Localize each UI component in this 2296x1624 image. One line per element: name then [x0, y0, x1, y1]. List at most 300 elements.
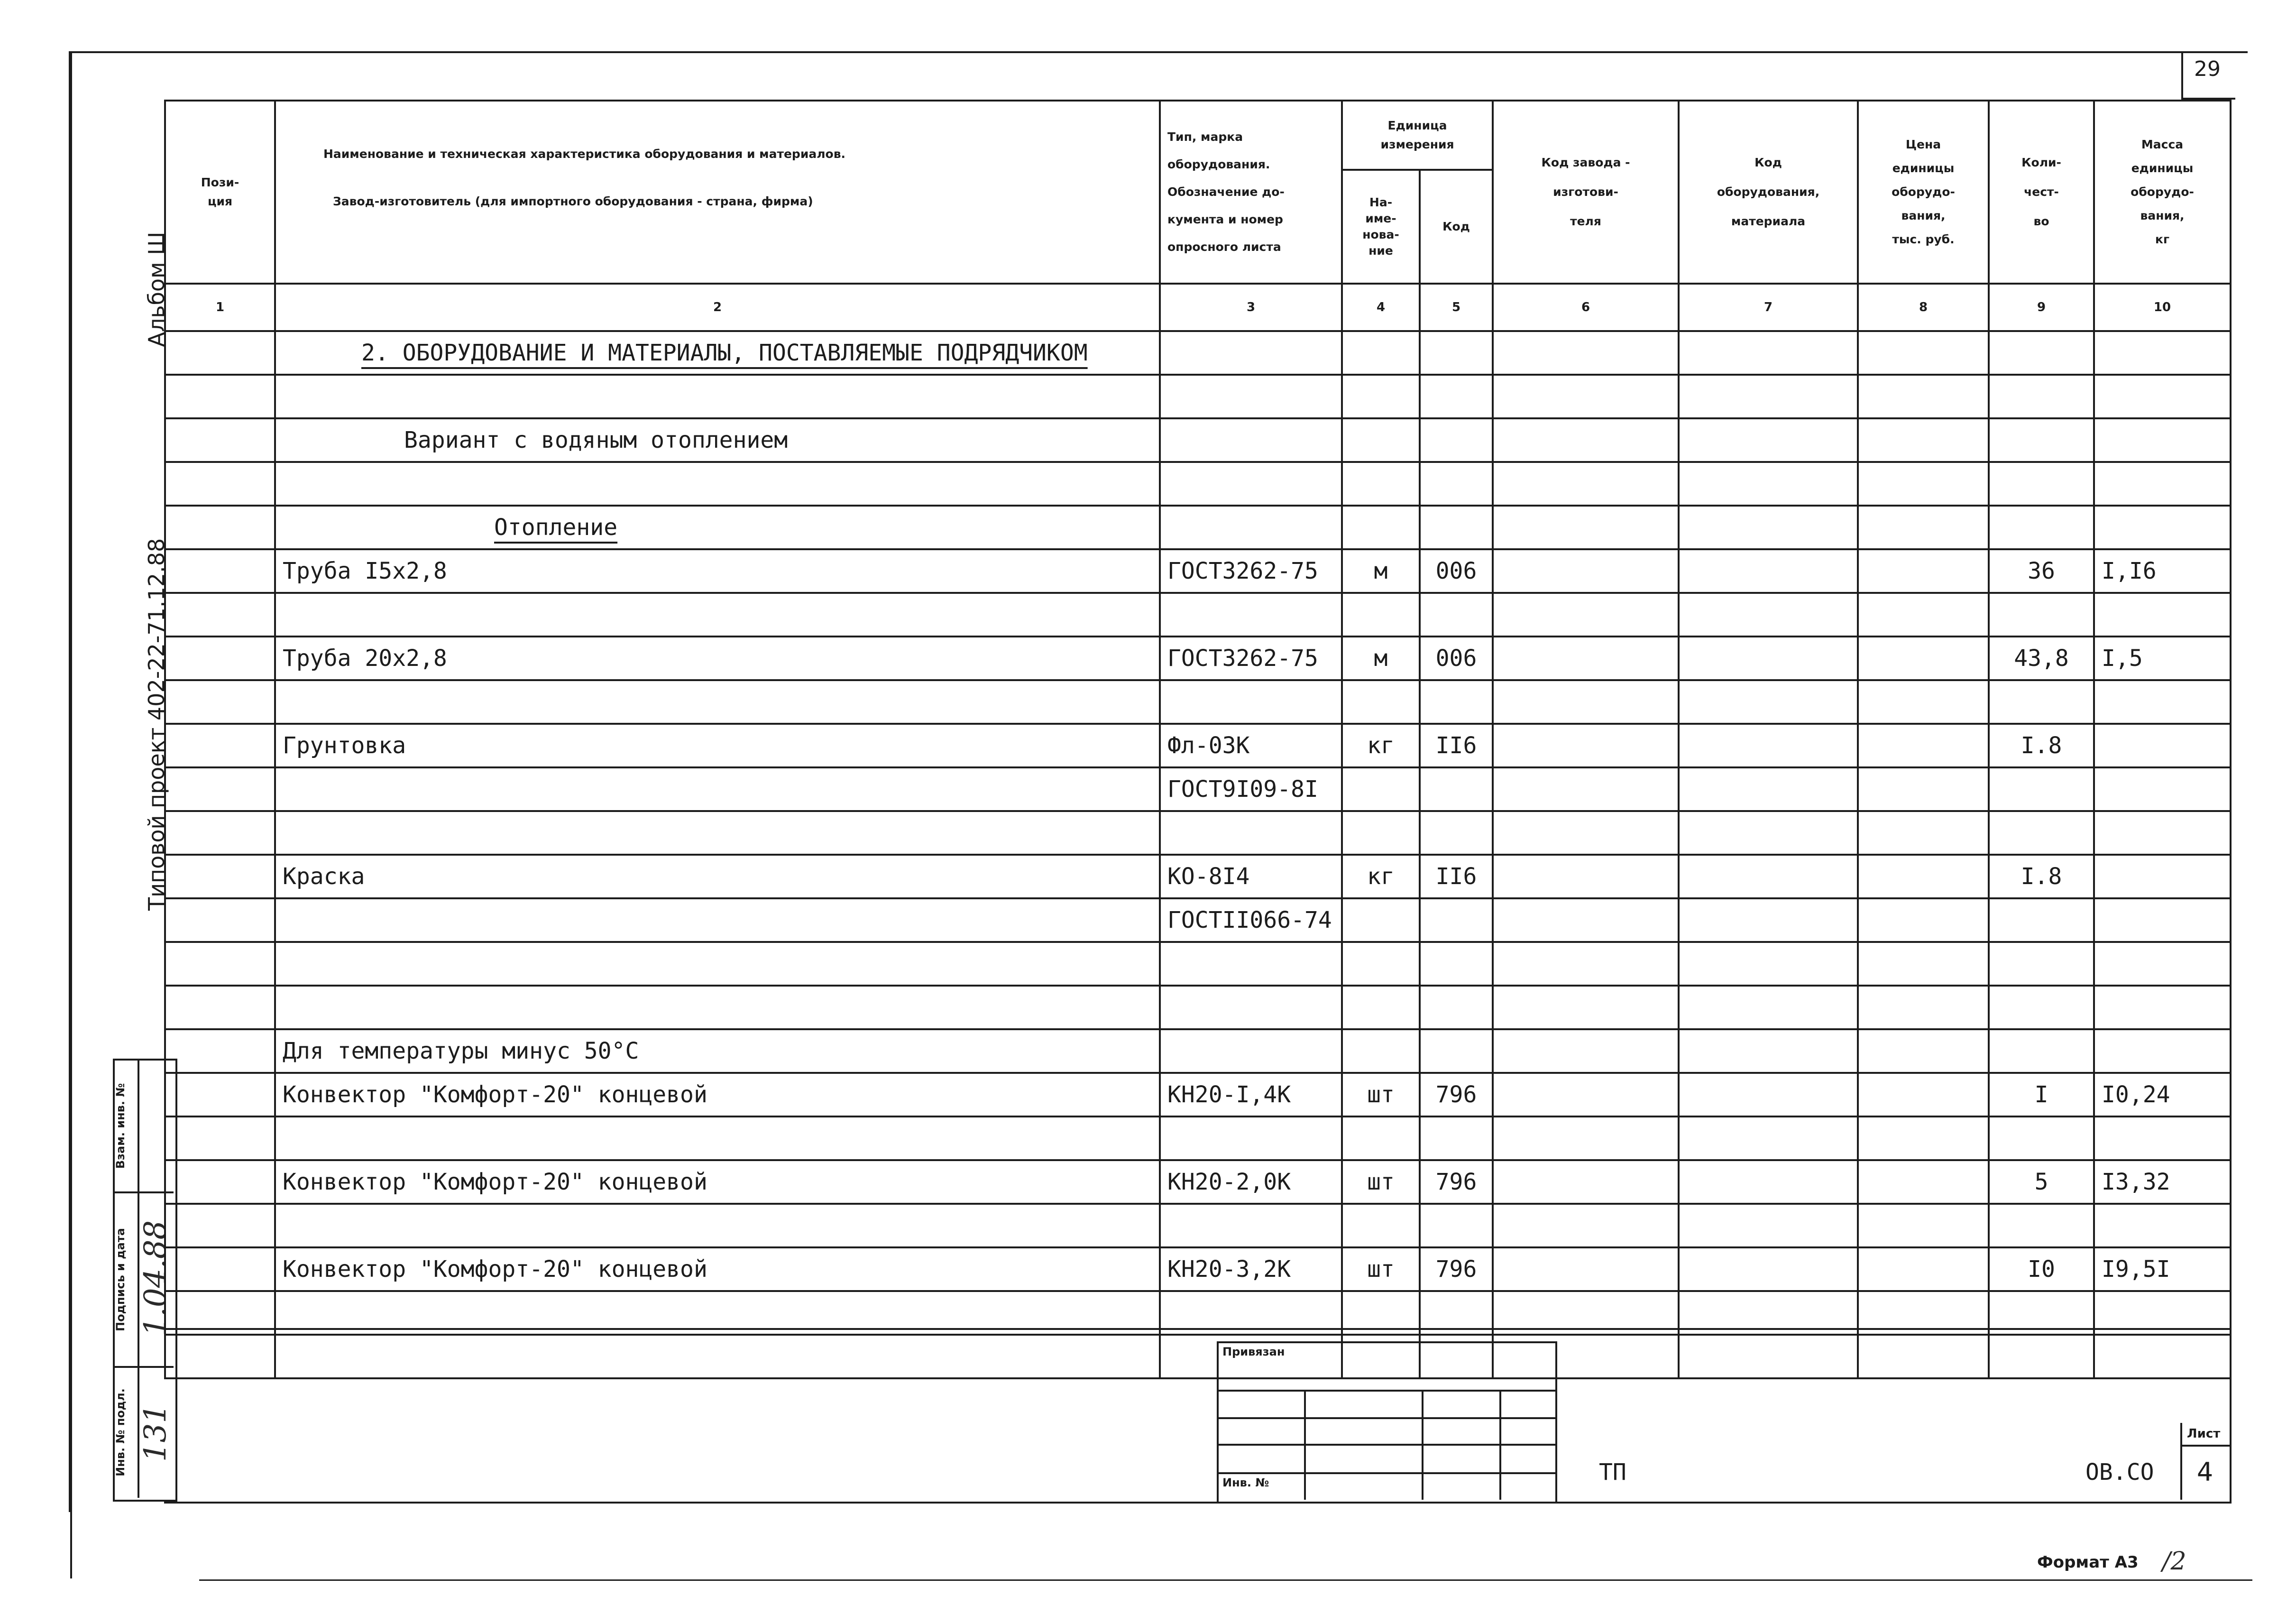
- cell-name: [275, 418, 1160, 462]
- cell-position: [165, 1160, 275, 1204]
- stamp-inv-original-value: 131: [138, 1403, 173, 1462]
- cell-type: [1160, 855, 1342, 898]
- cell-name: [275, 855, 1160, 898]
- cell-quantity-text: I0: [2028, 1256, 2055, 1283]
- cell-name-text: Отопление: [494, 514, 618, 541]
- cell-equipment-code: [1679, 724, 1858, 767]
- cell-type: [1160, 724, 1342, 767]
- cell-unit: [1342, 986, 1420, 1029]
- cell-unit: [1342, 1160, 1420, 1204]
- cell-type-text: ГОСТ3262-75: [1167, 645, 1318, 672]
- album-label: Альбом Ш: [144, 231, 169, 347]
- cell-price: [1858, 331, 1989, 375]
- outer-bottom-rule: [199, 1579, 2252, 1581]
- outer-left-margin-line: [70, 51, 72, 1578]
- cell-factory-code: [1493, 898, 1679, 942]
- cell-position: [165, 1204, 275, 1247]
- cell-mass: [2094, 1160, 2231, 1204]
- header-quantity: Коли- чест- во: [1989, 101, 2094, 284]
- cell-type: [1160, 1116, 1342, 1160]
- cell-quantity: [1989, 1073, 2094, 1116]
- table-row: [165, 898, 2231, 942]
- cell-factory-code: [1493, 1247, 1679, 1291]
- cell-mass: [2094, 898, 2231, 942]
- cell-mass: [2094, 942, 2231, 986]
- cell-position: [165, 942, 275, 986]
- inv-no-label: Инв. №: [1222, 1476, 1269, 1489]
- cell-unit-code: [1420, 593, 1493, 637]
- cell-unit-text: м: [1374, 558, 1388, 584]
- cell-equipment-code: [1679, 1029, 1858, 1073]
- table-row: [165, 811, 2231, 855]
- cell-name-text: Для температуры минус 50°С: [283, 1038, 639, 1064]
- cell-quantity: [1989, 898, 2094, 942]
- cell-factory-code: [1493, 680, 1679, 724]
- linked-sep-1: [1217, 1390, 1555, 1392]
- cell-price: [1858, 811, 1989, 855]
- cell-quantity: [1989, 942, 2094, 986]
- cell-name: [275, 811, 1160, 855]
- column-number-1: 1: [165, 284, 275, 331]
- cell-mass: [2094, 593, 2231, 637]
- column-number-9: 9: [1989, 284, 2094, 331]
- cell-quantity-text: I.8: [2020, 732, 2062, 759]
- cell-type: [1160, 375, 1342, 418]
- cell-unit: [1342, 811, 1420, 855]
- cell-mass: [2094, 855, 2231, 898]
- cell-quantity: [1989, 811, 2094, 855]
- cell-type-text: КН20-2,0К: [1167, 1169, 1291, 1195]
- cell-equipment-code: [1679, 375, 1858, 418]
- cell-mass-text: I0,24: [2102, 1081, 2170, 1108]
- cell-type: [1160, 549, 1342, 593]
- cell-quantity: [1989, 724, 2094, 767]
- cell-price: [1858, 418, 1989, 462]
- cell-name-text: Конвектор "Комфорт-20" концевой: [283, 1256, 707, 1283]
- table-row: [165, 331, 2231, 375]
- cell-name: [275, 724, 1160, 767]
- cell-quantity-text: I.8: [2020, 863, 2062, 890]
- cell-equipment-code: [1679, 898, 1858, 942]
- cell-type: [1160, 637, 1342, 680]
- table-row: [165, 418, 2231, 462]
- cell-equipment-code: [1679, 1116, 1858, 1160]
- cell-unit-code: [1420, 418, 1493, 462]
- cell-position: [165, 724, 275, 767]
- cell-position: [165, 331, 275, 375]
- cell-name: [275, 1247, 1160, 1291]
- cell-quantity: [1989, 331, 2094, 375]
- cell-unit: [1342, 898, 1420, 942]
- cell-factory-code: [1493, 1160, 1679, 1204]
- cell-unit: [1342, 1204, 1420, 1247]
- cell-unit-code: [1420, 549, 1493, 593]
- table-row: [165, 1073, 2231, 1116]
- stamp-exchange-inv-label: Взам. инв. №: [114, 1083, 127, 1169]
- cell-name: [275, 898, 1160, 942]
- cell-unit-code-text: 006: [1435, 645, 1477, 672]
- cell-unit: [1342, 462, 1420, 506]
- cell-unit-text: кг: [1367, 732, 1395, 759]
- linked-sep-4: [1217, 1472, 1555, 1474]
- cell-equipment-code: [1679, 1073, 1858, 1116]
- cell-factory-code: [1493, 593, 1679, 637]
- cell-mass: [2094, 637, 2231, 680]
- cell-unit-code: [1420, 811, 1493, 855]
- cell-equipment-code: [1679, 680, 1858, 724]
- cell-unit: [1342, 855, 1420, 898]
- cell-unit-code: [1420, 1247, 1493, 1291]
- cell-unit-code: [1420, 506, 1493, 549]
- linked-vsep-2: [1422, 1390, 1424, 1500]
- cell-mass: [2094, 1204, 2231, 1247]
- table-row: [165, 549, 2231, 593]
- cell-equipment-code: [1679, 418, 1858, 462]
- cell-mass: [2094, 680, 2231, 724]
- cell-factory-code: [1493, 637, 1679, 680]
- cell-factory-code: [1493, 811, 1679, 855]
- cell-equipment-code: [1679, 1204, 1858, 1247]
- header-mass: Масса единицы оборудо- вания, кг: [2094, 101, 2231, 284]
- cell-unit-code: [1420, 331, 1493, 375]
- cell-price: [1858, 942, 1989, 986]
- cell-price: [1858, 855, 1989, 898]
- cell-name: [275, 549, 1160, 593]
- cell-factory-code: [1493, 1116, 1679, 1160]
- sheet-label: Лист: [2187, 1427, 2221, 1441]
- cell-unit: [1342, 549, 1420, 593]
- table-row: [165, 637, 2231, 680]
- table-header: [165, 101, 2231, 331]
- cell-equipment-code: [1679, 1160, 1858, 1204]
- cell-unit-code: [1420, 462, 1493, 506]
- cell-unit: [1342, 506, 1420, 549]
- cell-name: [275, 986, 1160, 1029]
- cell-name-text: Труба 20х2,8: [283, 645, 447, 672]
- cell-price: [1858, 1029, 1989, 1073]
- table-row: [165, 462, 2231, 506]
- cell-quantity: [1989, 375, 2094, 418]
- cell-mass: [2094, 1116, 2231, 1160]
- cell-name: [275, 331, 1160, 375]
- cell-name: [275, 1073, 1160, 1116]
- cell-equipment-code: [1679, 1247, 1858, 1291]
- cell-quantity-text: 43,8: [2014, 645, 2069, 672]
- cell-name: [275, 680, 1160, 724]
- cell-price: [1858, 767, 1989, 811]
- cell-mass: [2094, 549, 2231, 593]
- cell-name-text: Краска: [283, 863, 365, 890]
- stamp-sign-date-label: Подпись и дата: [114, 1228, 127, 1331]
- cell-type: [1160, 593, 1342, 637]
- cell-equipment-code: [1679, 855, 1858, 898]
- cell-type: [1160, 1160, 1342, 1204]
- table-row: [165, 1029, 2231, 1073]
- title-block: [164, 1328, 2232, 1504]
- cell-mass: [2094, 1029, 2231, 1073]
- cell-position: [165, 811, 275, 855]
- cell-position: [165, 855, 275, 898]
- table-row: [165, 986, 2231, 1029]
- cell-unit-text: шт: [1367, 1169, 1395, 1195]
- cell-type: [1160, 462, 1342, 506]
- cell-position: [165, 1073, 275, 1116]
- table-row: [165, 767, 2231, 811]
- cell-unit: [1342, 331, 1420, 375]
- cell-position: [165, 1029, 275, 1073]
- cell-mass: [2094, 331, 2231, 375]
- cell-mass: [2094, 767, 2231, 811]
- cell-name: [275, 1160, 1160, 1204]
- cell-unit: [1342, 1029, 1420, 1073]
- cell-unit: [1342, 418, 1420, 462]
- cell-price: [1858, 1073, 1989, 1116]
- cell-unit-code-text: 796: [1435, 1081, 1477, 1108]
- cell-name-text: Конвектор "Комфорт-20" концевой: [283, 1169, 707, 1195]
- cell-unit-text: кг: [1367, 863, 1395, 890]
- cell-quantity: [1989, 1116, 2094, 1160]
- cell-quantity-text: I: [2034, 1081, 2048, 1108]
- cell-mass: [2094, 811, 2231, 855]
- cell-mass: [2094, 375, 2231, 418]
- cell-unit: [1342, 593, 1420, 637]
- linked-sep-3: [1217, 1444, 1555, 1446]
- cell-mass-text: I,I6: [2102, 558, 2157, 584]
- cell-unit-code: [1420, 898, 1493, 942]
- cell-unit: [1342, 637, 1420, 680]
- header-equipment-code: Код оборудования, материала: [1679, 101, 1858, 284]
- cell-name: [275, 1116, 1160, 1160]
- cell-unit-text: шт: [1367, 1081, 1395, 1108]
- cell-unit-code: [1420, 767, 1493, 811]
- cell-mass: [2094, 1247, 2231, 1291]
- column-number-5: 5: [1420, 284, 1493, 331]
- cell-equipment-code: [1679, 593, 1858, 637]
- cell-name-text: Вариант с водяным отоплением: [404, 427, 788, 453]
- cell-unit-code: [1420, 680, 1493, 724]
- cell-type-text: КН20-3,2К: [1167, 1256, 1291, 1283]
- cell-mass: [2094, 462, 2231, 506]
- cell-unit-code: [1420, 724, 1493, 767]
- cell-type-text: Фл-03К: [1167, 732, 1250, 759]
- cell-price: [1858, 1116, 1989, 1160]
- stamp-sign-date-value: 1.04.88: [138, 1220, 173, 1337]
- column-number-4: 4: [1342, 284, 1420, 331]
- cell-quantity: [1989, 855, 2094, 898]
- stamp-inv-original-label: Инв. № подл.: [114, 1388, 127, 1476]
- column-number-8: 8: [1858, 284, 1989, 331]
- cell-factory-code: [1493, 942, 1679, 986]
- table-row: [165, 375, 2231, 418]
- sheet-number: 4: [2196, 1457, 2213, 1487]
- cell-position: [165, 898, 275, 942]
- cell-unit: [1342, 680, 1420, 724]
- cell-type: [1160, 1204, 1342, 1247]
- cell-price: [1858, 375, 1989, 418]
- cell-equipment-code: [1679, 506, 1858, 549]
- cell-type-text: ГОСТII066-74: [1167, 907, 1332, 933]
- project-label: Типовой проект 402-22-71.12.88: [144, 538, 169, 911]
- cell-equipment-code: [1679, 986, 1858, 1029]
- cell-unit-code: [1420, 1204, 1493, 1247]
- cell-price: [1858, 724, 1989, 767]
- header-unit-name: На- име- нова- ние: [1342, 170, 1420, 284]
- table-row: [165, 593, 2231, 637]
- cell-unit: [1342, 1116, 1420, 1160]
- cell-position: [165, 637, 275, 680]
- cell-factory-code: [1493, 462, 1679, 506]
- header-name: [275, 101, 1160, 284]
- cell-equipment-code: [1679, 637, 1858, 680]
- cell-unit: [1342, 942, 1420, 986]
- cell-price: [1858, 549, 1989, 593]
- column-number-row: [165, 284, 2231, 331]
- cell-factory-code: [1493, 549, 1679, 593]
- cell-quantity: [1989, 680, 2094, 724]
- cell-unit-code: [1420, 637, 1493, 680]
- header-factory-code: Код завода - изготови- теля: [1493, 101, 1679, 284]
- cell-name-text: Грунтовка: [283, 732, 406, 759]
- cell-unit-text: шт: [1367, 1256, 1395, 1283]
- linked-sep-2: [1217, 1417, 1555, 1419]
- cell-unit-code: [1420, 942, 1493, 986]
- cell-price: [1858, 462, 1989, 506]
- table-row: [165, 1247, 2231, 1291]
- cell-type: [1160, 331, 1342, 375]
- cell-quantity: [1989, 1029, 2094, 1073]
- cell-name-text: 2. ОБОРУДОВАНИЕ И МАТЕРИАЛЫ, ПОСТАВЛЯЕМЫЕ ПОДРЯДЧИКОМ: [361, 340, 1088, 366]
- cell-unit-code: [1420, 1160, 1493, 1204]
- cell-mass: [2094, 1073, 2231, 1116]
- cell-position: [165, 1116, 275, 1160]
- cell-unit: [1342, 375, 1420, 418]
- cell-type: [1160, 1073, 1342, 1116]
- cell-position: [165, 462, 275, 506]
- header-name-line2: Завод-изготовитель (для импортного оборудования - страна, фирма): [333, 194, 813, 208]
- cell-quantity: [1989, 1247, 2094, 1291]
- cell-quantity: [1989, 1204, 2094, 1247]
- cell-position: [165, 375, 275, 418]
- cell-name: [275, 506, 1160, 549]
- linked-label: Привязан: [1222, 1345, 1285, 1358]
- cell-unit-code: [1420, 986, 1493, 1029]
- header-unit-group: Единица измерения: [1342, 101, 1493, 170]
- cell-type: [1160, 1247, 1342, 1291]
- table-row: [165, 1204, 2231, 1247]
- cell-factory-code: [1493, 331, 1679, 375]
- cell-quantity: [1989, 462, 2094, 506]
- doc-code: ТП: [1599, 1459, 1626, 1486]
- cell-unit: [1342, 767, 1420, 811]
- table-row: [165, 680, 2231, 724]
- cell-type: [1160, 811, 1342, 855]
- cell-name-text: Труба I5x2,8: [283, 558, 447, 584]
- cell-type: [1160, 898, 1342, 942]
- column-number-2: 2: [275, 284, 1160, 331]
- cell-type: [1160, 942, 1342, 986]
- cell-mass-text: I,5: [2102, 645, 2143, 672]
- cell-factory-code: [1493, 375, 1679, 418]
- header-price: Цена единицы оборудо- вания, тыс. руб.: [1858, 101, 1989, 284]
- cell-unit: [1342, 1073, 1420, 1116]
- cell-equipment-code: [1679, 942, 1858, 986]
- header-type: Тип, марка оборудования. Обозначение до- кумента и номер опросного листа: [1160, 101, 1342, 284]
- cell-quantity-text: 5: [2034, 1169, 2048, 1195]
- header-unit-code: Код: [1420, 170, 1493, 284]
- cell-unit-code: [1420, 855, 1493, 898]
- cell-name: [275, 1029, 1160, 1073]
- cell-price: [1858, 1247, 1989, 1291]
- cell-mass: [2094, 724, 2231, 767]
- cell-price: [1858, 680, 1989, 724]
- cell-unit-code: [1420, 1073, 1493, 1116]
- cell-equipment-code: [1679, 331, 1858, 375]
- cell-unit-code-text: II6: [1435, 863, 1477, 890]
- cell-factory-code: [1493, 1073, 1679, 1116]
- header-position: Пози- ция: [165, 101, 275, 284]
- cell-price: [1858, 986, 1989, 1029]
- cell-name: [275, 1204, 1160, 1247]
- cell-factory-code: [1493, 1204, 1679, 1247]
- cell-position: [165, 1247, 275, 1291]
- cell-mass-text: I9,5I: [2102, 1256, 2170, 1283]
- cell-type: [1160, 767, 1342, 811]
- cell-type-text: КН20-I,4К: [1167, 1081, 1291, 1108]
- cell-price: [1858, 593, 1989, 637]
- cell-quantity: [1989, 637, 2094, 680]
- cell-equipment-code: [1679, 549, 1858, 593]
- cell-name: [275, 767, 1160, 811]
- cell-mass-text: I3,32: [2102, 1169, 2170, 1195]
- page-mark: /2: [2162, 1547, 2186, 1576]
- cell-equipment-code: [1679, 767, 1858, 811]
- column-number-6: 6: [1493, 284, 1679, 331]
- cell-unit-text: м: [1374, 645, 1388, 672]
- cell-unit-code-text: 006: [1435, 558, 1477, 584]
- column-number-7: 7: [1679, 284, 1858, 331]
- cell-unit-code: [1420, 1116, 1493, 1160]
- cell-unit-code-text: II6: [1435, 732, 1477, 759]
- cell-position: [165, 506, 275, 549]
- cell-factory-code: [1493, 418, 1679, 462]
- cell-type-text: ГОСТ9I09-8I: [1167, 776, 1318, 803]
- cell-unit: [1342, 1247, 1420, 1291]
- cell-quantity: [1989, 593, 2094, 637]
- table-row: [165, 506, 2231, 549]
- cell-price: [1858, 1160, 1989, 1204]
- cell-unit-code: [1420, 375, 1493, 418]
- cell-quantity: [1989, 1160, 2094, 1204]
- table-row: [165, 1116, 2231, 1160]
- table-row: [165, 1160, 2231, 1204]
- cell-name: [275, 637, 1160, 680]
- cell-quantity: [1989, 506, 2094, 549]
- cell-name: [275, 942, 1160, 986]
- column-number-10: 10: [2094, 284, 2231, 331]
- cell-mass: [2094, 418, 2231, 462]
- cell-quantity: [1989, 767, 2094, 811]
- corner-number: 29: [2194, 57, 2221, 81]
- cell-price: [1858, 898, 1989, 942]
- cell-position: [165, 767, 275, 811]
- cell-position: [165, 418, 275, 462]
- cell-type-text: КО-8I4: [1167, 863, 1250, 890]
- cell-position: [165, 549, 275, 593]
- cell-factory-code: [1493, 986, 1679, 1029]
- cell-quantity: [1989, 986, 2094, 1029]
- cell-name: [275, 375, 1160, 418]
- cell-factory-code: [1493, 855, 1679, 898]
